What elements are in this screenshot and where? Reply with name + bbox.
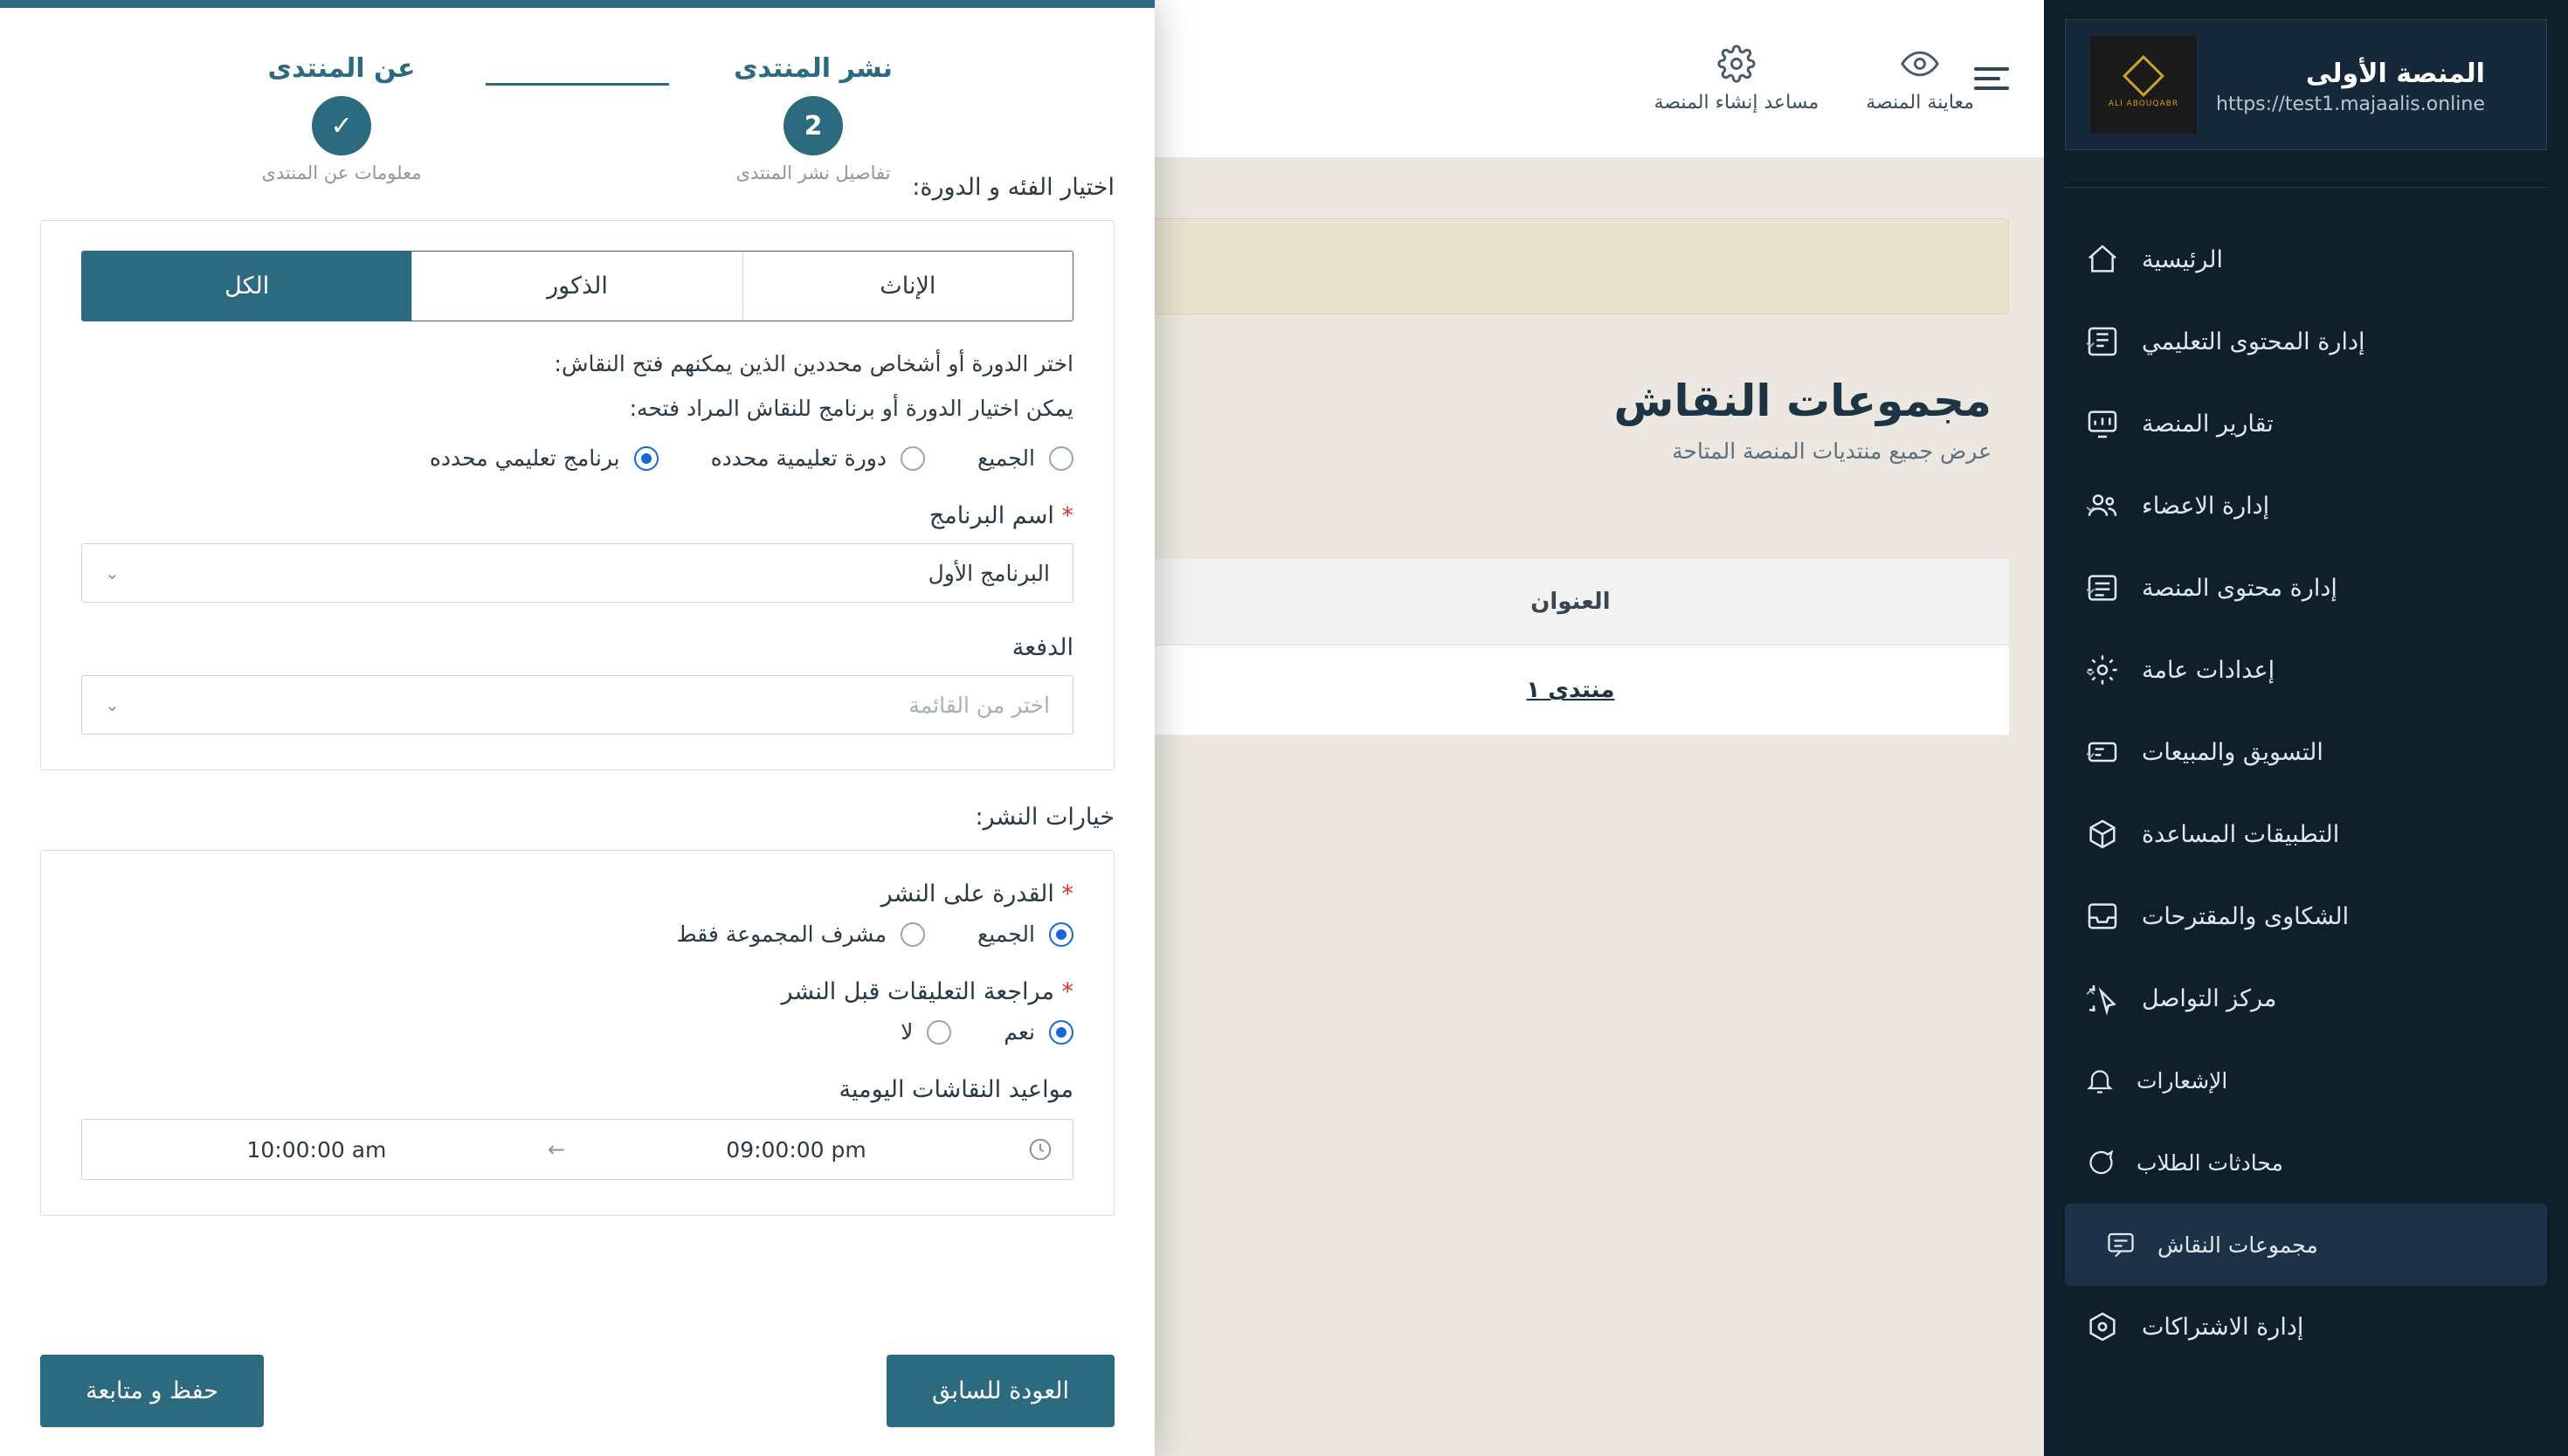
step-1[interactable]	[197, 53, 486, 183]
brand-title: المنصة الأولى	[2305, 59, 2485, 89]
back-button[interactable]: العودة للسابق	[887, 1355, 1115, 1427]
sidebar-item-subscriptions[interactable]	[2044, 1286, 2568, 1368]
segment-males[interactable]: الذكور	[411, 252, 742, 321]
th-title: العنوان	[1132, 559, 2009, 645]
sidebar-item-communication-center[interactable]	[2044, 957, 2568, 1039]
segment-all[interactable]: الكل	[82, 252, 411, 321]
sidebar-item-label: إدارة الاشتراكات	[2142, 1313, 2304, 1341]
audience-hint-1: اختر الدورة أو أشخاص محددين الذين يمكنهم فتح النقاش:	[554, 351, 1073, 376]
audience-section-label: اختيار الفئه و الدورة:	[912, 174, 1115, 201]
bell-icon	[2082, 1063, 2117, 1098]
daily-times-label: مواعيد النقاشات اليومية	[839, 1076, 1073, 1103]
hamburger-icon[interactable]	[1974, 67, 2009, 90]
radio-dot	[927, 1020, 951, 1045]
check-icon: ✓	[312, 96, 371, 155]
radio-dot	[1049, 446, 1073, 471]
wizard-stepper	[0, 53, 1155, 183]
sidebar-item-label: مجموعات النقاش	[2157, 1232, 2318, 1258]
sidebar-item-label: الرئيسية	[2142, 245, 2223, 273]
gear-icon	[1717, 45, 1756, 83]
required-asterisk: *	[1061, 880, 1073, 907]
publish-ability-radio-group[interactable]	[81, 921, 1073, 947]
platform-wizard-action[interactable]	[1654, 45, 1819, 114]
chevron-down-icon: ⌄	[2082, 659, 2099, 681]
required-asterisk: *	[1061, 978, 1073, 1005]
time-from-value[interactable]: 10:00:00 am	[246, 1136, 387, 1163]
publish-options-label: خيارات النشر:	[975, 804, 1115, 831]
page-header	[1613, 376, 1992, 464]
step-1-subtitle: معلومات عن المنتدى	[261, 162, 422, 183]
radio-scope-all[interactable]	[977, 445, 1073, 471]
radio-scope-all-label: الجميع	[977, 445, 1035, 471]
sidebar-item-label: مركز التواصل	[2142, 984, 2277, 1012]
sidebar-item-general-settings[interactable]	[2044, 629, 2568, 711]
brand-logo	[2090, 36, 2197, 134]
radio-review-no-label: لا	[901, 1019, 914, 1045]
step-2[interactable]	[669, 53, 957, 183]
subscription-icon	[2082, 1307, 2123, 1347]
sidebar-item-label: الإشعارات	[2137, 1067, 2228, 1094]
radio-review-no[interactable]	[901, 1019, 951, 1045]
preview-platform-label: معاينة المنصة	[1866, 91, 1974, 114]
segment-females[interactable]: الإناث	[742, 252, 1073, 321]
step-2-number: 2	[784, 96, 843, 155]
batch-select-placeholder: اختر من القائمة	[908, 692, 1050, 718]
sidebar-item-notifications[interactable]	[2044, 1039, 2568, 1121]
sidebar-item-complaints[interactable]	[2044, 875, 2568, 957]
sidebar-item-student-chats[interactable]	[2044, 1121, 2568, 1204]
radio-publish-all-label: الجميع	[977, 921, 1035, 947]
sidebar-item-home[interactable]	[2044, 218, 2568, 300]
audience-hint-2: يمكن اختيار الدورة أو برنامج للنقاش المراد فتحه:	[629, 396, 1073, 421]
radio-review-yes[interactable]	[1004, 1019, 1073, 1045]
radio-publish-all[interactable]	[977, 921, 1073, 947]
arrow-left-icon: ←	[547, 1137, 566, 1162]
platform-wizard-label: مساعد إنشاء المنصة	[1653, 91, 1819, 114]
publish-ability-label	[81, 880, 1073, 907]
chevron-down-icon: ⌄	[105, 694, 120, 715]
program-field-label	[81, 502, 1073, 529]
page-subtitle: عرض جميع منتديات المنصة المتاحة	[1672, 438, 1992, 464]
sidebar-item-marketing-sales[interactable]	[2044, 711, 2568, 793]
sidebar	[2044, 0, 2568, 1456]
radio-review-yes-label: نعم	[1004, 1019, 1035, 1045]
radio-dot	[901, 446, 925, 471]
radio-scope-course-label: دورة تعليمية محدده	[710, 445, 887, 471]
batch-field-label: الدفعة	[1011, 634, 1073, 661]
review-label-text: مراجعة التعليقات قبل النشر	[781, 978, 1054, 1005]
modal-body	[40, 174, 1115, 1325]
save-continue-button[interactable]: حفظ و متابعة	[40, 1355, 264, 1427]
chart-icon	[2082, 404, 2123, 444]
stepper-connector	[486, 83, 669, 86]
sidebar-item-label: الشكاوى والمقترحات	[2142, 902, 2350, 930]
chevron-down-icon: ⌄	[2082, 576, 2099, 599]
chevron-down-icon: ⌄	[2082, 741, 2099, 763]
scope-radio-group[interactable]	[81, 445, 1073, 471]
brand-logo-caption: ALI ABOUQABR	[2108, 100, 2179, 108]
preview-platform-action[interactable]	[1866, 45, 1974, 114]
page-title: مجموعات النقاش	[1613, 376, 1992, 426]
daily-times-range-picker[interactable]	[81, 1119, 1073, 1180]
sidebar-item-content-management[interactable]	[2044, 300, 2568, 383]
time-to-value[interactable]: 09:00:00 pm	[726, 1136, 866, 1163]
program-select-value: البرنامج الأول	[928, 560, 1050, 586]
radio-scope-program[interactable]	[430, 445, 659, 471]
brand-card[interactable]	[2065, 19, 2547, 150]
batch-select[interactable]	[81, 675, 1073, 735]
sidebar-item-label: إدارة محتوى المنصة	[2142, 574, 2337, 602]
step-2-title: نشر المنتدى	[734, 53, 893, 84]
publish-ability-label-text: القدرة على النشر	[880, 880, 1054, 907]
cell-title	[1132, 645, 2009, 735]
radio-dot-selected	[1049, 922, 1073, 947]
chevron-up-icon: ⌃	[2082, 987, 2099, 1010]
sidebar-item-members[interactable]	[2044, 465, 2568, 547]
sidebar-divider	[2065, 187, 2547, 188]
publish-options-panel	[40, 850, 1115, 1216]
review-label	[81, 978, 1073, 1005]
chevron-down-icon: ⌄	[2082, 330, 2099, 353]
radio-publish-moderator-only[interactable]	[677, 921, 925, 947]
sidebar-nav	[2044, 218, 2568, 1368]
radio-publish-moderator-only-label: مشرف المجموعة فقط	[676, 921, 887, 947]
clock-icon	[1027, 1136, 1053, 1163]
inbox-icon	[2082, 896, 2123, 936]
chevron-down-icon: ⌄	[2082, 494, 2099, 517]
sidebar-item-reports[interactable]	[2044, 383, 2568, 465]
radio-scope-program-label: برنامج تعليمي محدده	[429, 445, 620, 471]
sidebar-item-helper-apps[interactable]	[2044, 793, 2568, 875]
publish-forum-modal	[0, 0, 1155, 1456]
step-1-title: عن المنتدى	[267, 53, 416, 84]
sidebar-item-label: تقارير المنصة	[2142, 410, 2274, 438]
radio-dot	[901, 922, 925, 947]
sidebar-item-label: إدارة المحتوى التعليمي	[2142, 328, 2365, 355]
brand-url: https://test1.majaalis.online	[2216, 93, 2485, 115]
chat-icon	[2082, 1145, 2117, 1180]
eye-icon	[1901, 45, 1939, 83]
sidebar-item-platform-content[interactable]	[2044, 547, 2568, 629]
radio-dot-selected	[1049, 1020, 1073, 1045]
sidebar-item-label: التطبيقات المساعدة	[2142, 820, 2340, 848]
discussion-icon	[2103, 1227, 2138, 1262]
gender-segmented-control[interactable]	[81, 251, 1073, 321]
home-icon	[2082, 239, 2123, 279]
sidebar-item-label: التسويق والمبيعات	[2142, 738, 2323, 766]
program-select[interactable]	[81, 543, 1073, 603]
sidebar-item-label: إعدادات عامة	[2142, 656, 2275, 684]
modal-footer	[0, 1325, 1155, 1456]
program-label-text: اسم البرنامج	[928, 502, 1054, 529]
forum-link[interactable]: منتدى ١	[1526, 677, 1615, 703]
radio-dot-selected	[634, 446, 659, 471]
required-asterisk: *	[1061, 502, 1073, 529]
sidebar-item-label: إدارة الاعضاء	[2142, 492, 2270, 520]
sidebar-item-discussion-groups[interactable]	[2065, 1204, 2547, 1286]
chevron-down-icon: ⌄	[105, 562, 120, 583]
radio-scope-course[interactable]	[711, 445, 925, 471]
step-2-subtitle: تفاصيل نشر المنتدى	[735, 162, 891, 183]
review-radio-group[interactable]	[81, 1019, 1073, 1045]
audience-panel	[40, 220, 1115, 770]
sidebar-item-label: محادثات الطلاب	[2137, 1149, 2283, 1176]
apps-icon	[2082, 814, 2123, 854]
